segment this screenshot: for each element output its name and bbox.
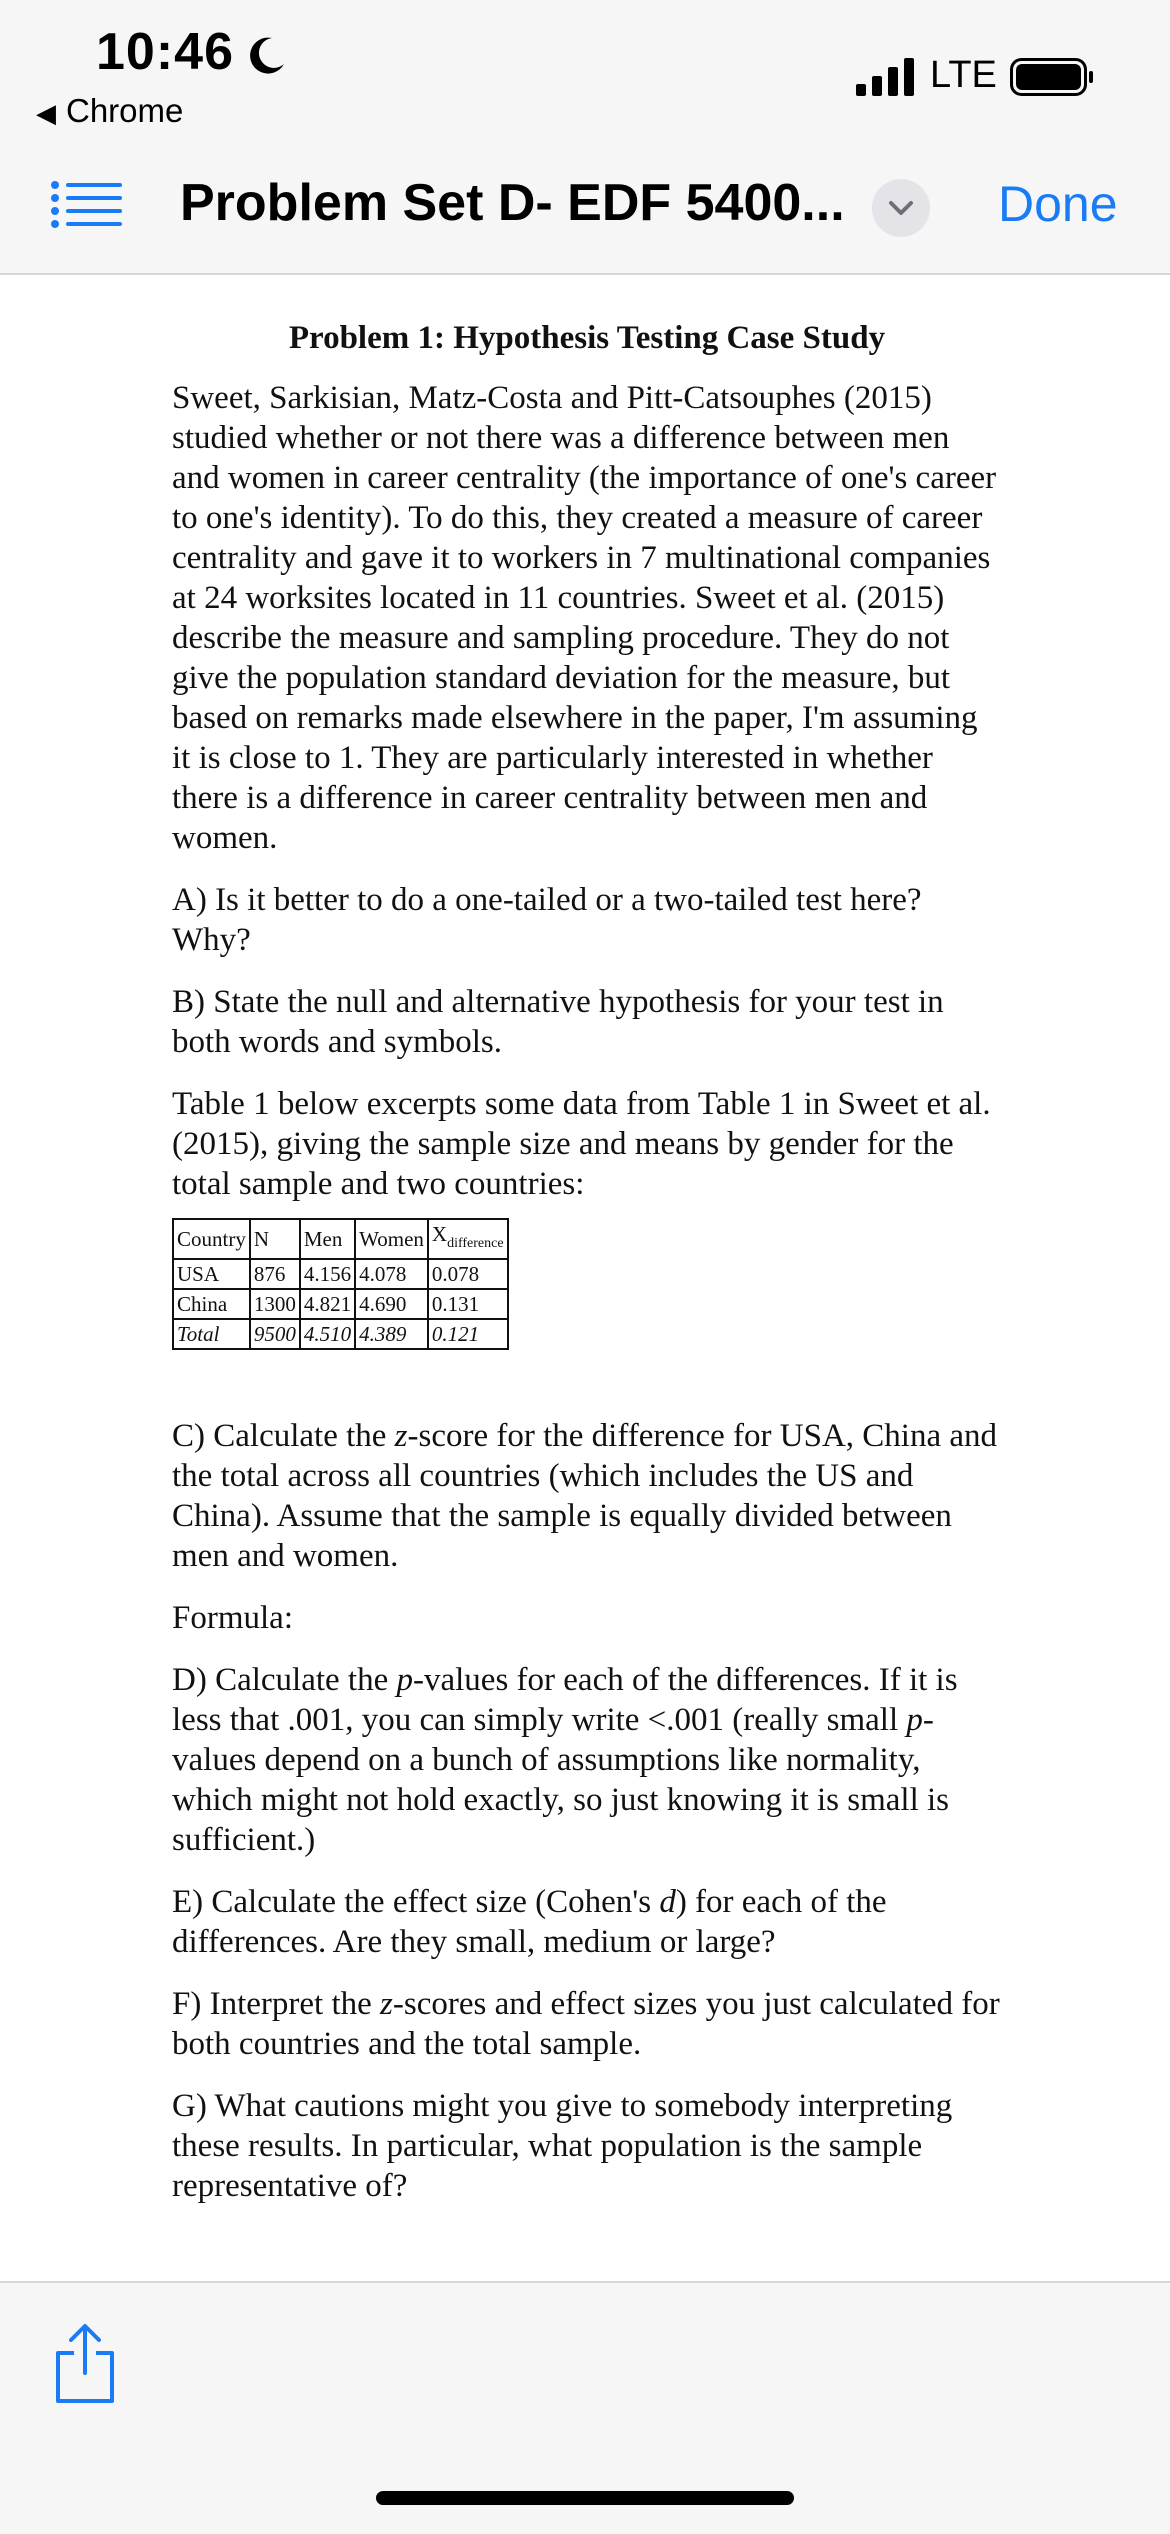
cell-women: 4.389	[355, 1319, 428, 1349]
cell-difference: 0.078	[428, 1259, 508, 1289]
cell-difference: 0.131	[428, 1289, 508, 1319]
question-d-text: D) Calculate the	[172, 1662, 397, 1698]
question-g: G) What cautions might you give to somebody interpreting these results. In particular, what population is the sample representative of?	[172, 2088, 953, 2204]
header-n: N	[250, 1219, 300, 1259]
header-women: Women	[355, 1219, 428, 1259]
header-x: X	[431, 1222, 448, 1246]
cell-difference: 0.121	[428, 1319, 508, 1349]
share-icon[interactable]	[52, 2323, 118, 2405]
network-type-label: LTE	[930, 54, 997, 96]
header-x-difference	[428, 1219, 508, 1259]
table-of-contents-icon[interactable]	[50, 180, 124, 230]
cellular-signal-icon	[856, 58, 916, 96]
chevron-down-icon	[887, 196, 915, 220]
question-d-var-1: p	[396, 1662, 413, 1698]
question-f	[172, 1984, 1002, 2064]
table-row-total	[173, 1319, 508, 1349]
question-d-text-end: -values depend on a bunch of assumptions like normality, which might not hold exactly, so just knowing it is small is sufficient.)	[172, 1702, 949, 1858]
navigation-bar	[0, 135, 1170, 275]
cell-women: 4.690	[355, 1289, 428, 1319]
header-x-subscript: difference	[447, 1236, 504, 1251]
question-f-text-end: -scores and effect sizes you just calculated for both countries and the total sample.	[172, 1986, 1000, 2062]
back-triangle-icon: ◀	[36, 98, 56, 128]
question-c-var: z	[394, 1418, 408, 1454]
status-time: 10:46	[96, 23, 234, 81]
problem-heading: Problem 1: Hypothesis Testing Case Study	[288, 320, 886, 356]
document-title: Problem Set D- EDF 5400...	[180, 174, 845, 232]
table-spacer	[172, 1350, 1002, 1416]
cell-n: 1300	[250, 1289, 300, 1319]
table-header-row	[173, 1219, 508, 1259]
question-d-var-2: p	[906, 1702, 923, 1738]
moon-icon	[244, 34, 288, 78]
table-row	[173, 1289, 508, 1319]
cell-men: 4.510	[300, 1319, 355, 1349]
formula-label: Formula:	[172, 1600, 293, 1636]
cell-men: 4.821	[300, 1289, 355, 1319]
intro-paragraph: Sweet, Sarkisian, Matz-Costa and Pitt-Catsouphes (2015) studied whether or not there was a difference between men and women in career centrality (the importance of one's career to one's identity). To do this, they created a measure of career centrality and gave it to workers in 7 multinational companies at 24 worksites located in 11 countries. Sweet et al. (2015) describe the measure and sampling procedure. They do not give the population standard deviation for the measure, but based on remarks made elsewhere in the paper, I'm assuming it is close to 1. They are particularly interested in whether there is a difference in career centrality between men and women.	[172, 380, 997, 856]
cell-n: 876	[250, 1259, 300, 1289]
title-menu-button[interactable]	[872, 179, 930, 237]
cell-women: 4.078	[355, 1259, 428, 1289]
question-f-var: z	[380, 1986, 393, 2022]
cell-country: USA	[173, 1259, 250, 1289]
cell-country: China	[173, 1289, 250, 1319]
question-e	[172, 1882, 1002, 1962]
bottom-toolbar	[0, 2281, 1170, 2534]
question-e-text-end: ) for each of the differences. Are they small, medium or large?	[172, 1884, 887, 1960]
header-men: Men	[300, 1219, 355, 1259]
battery-icon	[1010, 58, 1094, 96]
status-bar	[0, 0, 1170, 135]
question-c	[172, 1416, 1002, 1576]
cell-n: 9500	[250, 1319, 300, 1349]
table-row	[173, 1259, 508, 1289]
data-table	[172, 1218, 509, 1350]
home-indicator[interactable]	[376, 2491, 794, 2505]
question-d-text-mid: -values for each of the differences. If it is less that .001, you can simply write <.001 (really small	[172, 1662, 958, 1738]
back-to-app-link[interactable]	[36, 92, 183, 130]
question-c-text: C) Calculate the	[172, 1418, 395, 1454]
back-app-label: Chrome	[66, 92, 184, 129]
question-f-text: F) Interpret the	[172, 1986, 381, 2022]
done-button[interactable]: Done	[998, 176, 1118, 232]
question-e-text: E) Calculate the effect size (Cohen's	[172, 1884, 660, 1920]
document-content	[172, 318, 1002, 2228]
question-a: A) Is it better to do a one-tailed or a two-tailed test here? Why?	[172, 882, 922, 958]
table-intro-paragraph: Table 1 below excerpts some data from Table 1 in Sweet et al. (2015), giving the sample size and means by gender for the total sample and two countries:	[172, 1086, 991, 1202]
question-b: B) State the null and alternative hypothesis for your test in both words and symbols.	[172, 984, 944, 1060]
cell-country: Total	[173, 1319, 250, 1349]
header-country: Country	[173, 1219, 250, 1259]
question-c-text-end: -score for the difference for USA, China and the total across all countries (which includes the US and China). Assume that the sample is equally divided between men and women.	[172, 1418, 998, 1574]
question-d	[172, 1660, 1002, 1860]
cell-men: 4.156	[300, 1259, 355, 1289]
question-e-var: d	[659, 1884, 676, 1920]
